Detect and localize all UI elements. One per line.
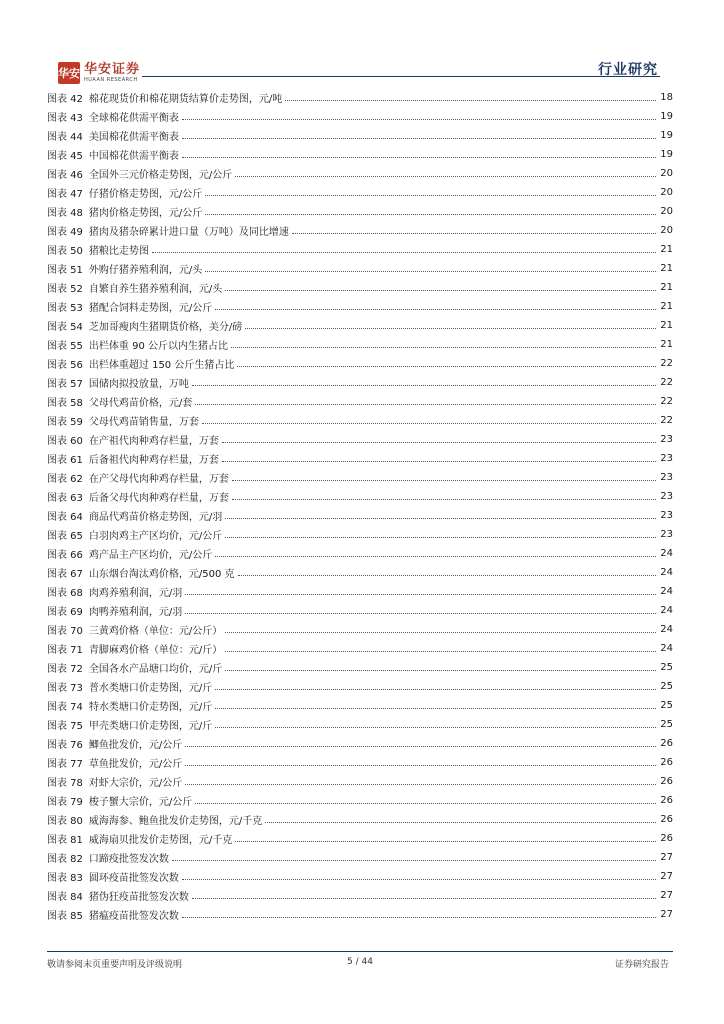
toc-leader-dots (215, 689, 656, 690)
toc-entry[interactable] (47, 297, 673, 316)
toc-entry[interactable] (47, 354, 673, 373)
toc-leader-dots (222, 461, 656, 462)
toc-entry[interactable] (47, 905, 673, 924)
toc-entry-page: 24 (660, 605, 673, 616)
toc-entry[interactable] (47, 582, 673, 601)
toc-entry-title: 商品代鸡苗价格走势图，元/羽 (88, 512, 223, 523)
logo-name-en: HUAAN RESEARCH (84, 77, 138, 83)
toc-entry-title: 后备父母代肉种鸡存栏量，万套 (88, 493, 229, 504)
toc-leader-dots (172, 860, 656, 861)
toc-entry-label: 图表 77 (47, 759, 83, 770)
toc-entry-label: 图表 43 (47, 113, 83, 124)
toc-leader-dots (195, 803, 656, 804)
toc-entry-label: 图表 65 (47, 531, 83, 542)
toc-entry-label: 图表 80 (47, 816, 83, 827)
toc-entry-title: 圆环疫苗批签发次数 (88, 873, 179, 884)
toc-leader-dots (232, 499, 656, 500)
page-footer (47, 957, 673, 971)
toc-entry[interactable] (47, 259, 673, 278)
toc-entry-page: 27 (660, 871, 673, 882)
toc-leader-dots (185, 784, 656, 785)
toc-entry-label: 图表 42 (47, 94, 83, 105)
report-type: 证券研究报告 (614, 960, 669, 970)
toc-leader-dots (195, 404, 656, 405)
toc-leader-dots (152, 252, 656, 253)
toc-entry-title: 外购仔猪养殖利润，元/头 (88, 265, 203, 276)
toc-entry-title: 猪伪狂疫苗批签发次数 (88, 892, 189, 903)
toc-entry-title: 棉花现货价和棉花期货结算价走势图，元/吨 (88, 94, 283, 105)
toc-leader-dots (215, 727, 656, 728)
toc-entry-label: 图表 71 (47, 645, 83, 656)
toc-leader-dots (205, 214, 656, 215)
toc-entry-page: 26 (660, 738, 673, 749)
header-divider (142, 76, 660, 77)
toc-leader-dots (225, 290, 656, 291)
toc-entry-label: 图表 66 (47, 550, 83, 561)
toc-entry-title: 鸡产品主产区均价，元/公斤 (88, 550, 213, 561)
toc-leader-dots (182, 138, 656, 139)
toc-entry[interactable] (47, 848, 673, 867)
toc-leader-dots (225, 518, 656, 519)
toc-entry-title: 仔猪价格走势图，元/公斤 (88, 189, 203, 200)
toc-entry[interactable] (47, 373, 673, 392)
toc-entry-page: 24 (660, 586, 673, 597)
toc-entry-title: 出栏体重 90 公斤以内生猪占比 (88, 341, 228, 352)
toc-entry-label: 图表 84 (47, 892, 83, 903)
toc-entry-label: 图表 49 (47, 227, 83, 238)
toc-entry[interactable] (47, 886, 673, 905)
toc-entry-label: 图表 85 (47, 911, 83, 922)
toc-entry[interactable] (47, 487, 673, 506)
toc-entry-page: 21 (660, 320, 673, 331)
toc-entry-label: 图表 62 (47, 474, 83, 485)
table-of-figures (47, 88, 673, 924)
toc-entry[interactable] (47, 316, 673, 335)
toc-entry[interactable] (47, 791, 673, 810)
toc-entry-title: 口蹄疫批签发次数 (88, 854, 169, 865)
toc-leader-dots (235, 176, 656, 177)
toc-entry[interactable] (47, 734, 673, 753)
toc-entry-page: 23 (660, 453, 673, 464)
toc-entry[interactable] (47, 658, 673, 677)
toc-entry-page: 26 (660, 814, 673, 825)
toc-entry-label: 图表 44 (47, 132, 83, 143)
company-logo (58, 62, 140, 84)
toc-entry[interactable] (47, 107, 673, 126)
toc-entry[interactable] (47, 639, 673, 658)
toc-entry[interactable] (47, 525, 673, 544)
toc-entry-label: 图表 70 (47, 626, 83, 637)
toc-leader-dots (225, 632, 656, 633)
toc-leader-dots (182, 879, 656, 880)
toc-entry-label: 图表 48 (47, 208, 83, 219)
toc-entry-title: 全国外三元价格走势图，元/公斤 (88, 170, 233, 181)
toc-entry-label: 图表 60 (47, 436, 83, 447)
toc-entry-title: 特水类塘口价走势图，元/斤 (88, 702, 213, 713)
toc-entry-label: 图表 63 (47, 493, 83, 504)
toc-entry-title: 芝加哥瘦肉生猪期货价格，美分/磅 (88, 322, 243, 333)
toc-leader-dots (182, 917, 656, 918)
toc-entry[interactable] (47, 145, 673, 164)
toc-leader-dots (185, 765, 656, 766)
toc-entry[interactable] (47, 183, 673, 202)
toc-entry-label: 图表 53 (47, 303, 83, 314)
toc-entry-title: 全国各水产品塘口均价，元/斤 (88, 664, 223, 675)
toc-leader-dots (245, 328, 656, 329)
toc-entry-page: 24 (660, 548, 673, 559)
toc-entry[interactable] (47, 696, 673, 715)
toc-entry[interactable] (47, 335, 673, 354)
toc-entry-page: 27 (660, 890, 673, 901)
toc-leader-dots (182, 119, 656, 120)
toc-entry-label: 图表 82 (47, 854, 83, 865)
toc-entry[interactable] (47, 810, 673, 829)
toc-entry-page: 24 (660, 624, 673, 635)
toc-leader-dots (225, 651, 656, 652)
toc-entry-page: 25 (660, 719, 673, 730)
toc-entry[interactable] (47, 411, 673, 430)
toc-leader-dots (238, 575, 656, 576)
toc-leader-dots (285, 100, 656, 101)
toc-entry-title: 威海扇贝批发价走势图，元/千克 (88, 835, 233, 846)
toc-entry[interactable] (47, 240, 673, 259)
toc-entry-page: 23 (660, 434, 673, 445)
toc-entry-title: 猪配合饲料走势图，元/公斤 (88, 303, 213, 314)
toc-entry[interactable] (47, 772, 673, 791)
toc-entry-label: 图表 69 (47, 607, 83, 618)
toc-entry-label: 图表 46 (47, 170, 83, 181)
toc-entry[interactable] (47, 563, 673, 582)
toc-entry-page: 23 (660, 529, 673, 540)
toc-entry-title: 在产父母代肉种鸡存栏量，万套 (88, 474, 229, 485)
toc-entry[interactable] (47, 392, 673, 411)
toc-entry[interactable] (47, 829, 673, 848)
toc-entry-title: 梭子蟹大宗价，元/公斤 (88, 797, 193, 808)
toc-leader-dots (192, 385, 656, 386)
toc-leader-dots (185, 613, 656, 614)
toc-entry-page: 21 (660, 301, 673, 312)
toc-leader-dots (215, 708, 656, 709)
toc-entry-page: 20 (660, 225, 673, 236)
toc-entry[interactable] (47, 677, 673, 696)
toc-entry-title: 后备祖代肉种鸡存栏量，万套 (88, 455, 219, 466)
toc-entry[interactable] (47, 867, 673, 886)
toc-leader-dots (225, 537, 656, 538)
toc-entry-label: 图表 55 (47, 341, 83, 352)
toc-leader-dots (292, 233, 656, 234)
toc-entry[interactable] (47, 601, 673, 620)
footer-divider (47, 951, 673, 952)
toc-entry-title: 美国棉花供需平衡表 (88, 132, 179, 143)
section-title: 行业研究 (598, 62, 658, 78)
toc-entry-page: 22 (660, 396, 673, 407)
toc-entry[interactable] (47, 164, 673, 183)
toc-leader-dots (202, 423, 656, 424)
toc-entry-title: 猪肉及猪杂碎累计进口量（万吨）及同比增速 (88, 227, 289, 238)
footer-disclaimer: 敬请参阅末页重要声明及评级说明 (47, 960, 183, 970)
toc-entry-page: 22 (660, 358, 673, 369)
toc-entry-label: 图表 45 (47, 151, 83, 162)
toc-entry-page: 23 (660, 510, 673, 521)
toc-entry-page: 26 (660, 795, 673, 806)
toc-entry-title: 威海海参、鲍鱼批发价走势图，元/千克 (88, 816, 263, 827)
toc-leader-dots (215, 556, 656, 557)
toc-entry-page: 20 (660, 187, 673, 198)
toc-entry[interactable] (47, 449, 673, 468)
toc-entry-page: 25 (660, 681, 673, 692)
toc-entry-title: 普水类塘口价走势图，元/斤 (88, 683, 213, 694)
toc-leader-dots (222, 442, 656, 443)
toc-entry-label: 图表 57 (47, 379, 83, 390)
toc-entry-page: 19 (660, 130, 673, 141)
toc-entry-title: 猪瘟疫苗批签发次数 (88, 911, 179, 922)
toc-entry-label: 图表 83 (47, 873, 83, 884)
page-header (0, 0, 724, 90)
toc-entry-page: 27 (660, 852, 673, 863)
toc-entry-title: 白羽肉鸡主产区均价，元/公斤 (88, 531, 223, 542)
toc-entry-title: 甲壳类塘口价走势图，元/斤 (88, 721, 213, 732)
toc-entry-page: 25 (660, 662, 673, 673)
toc-leader-dots (215, 309, 656, 310)
toc-entry[interactable] (47, 278, 673, 297)
toc-entry-page: 26 (660, 833, 673, 844)
toc-entry-page: 21 (660, 244, 673, 255)
toc-entry[interactable] (47, 430, 673, 449)
toc-leader-dots (192, 898, 656, 899)
toc-leader-dots (205, 195, 656, 196)
toc-entry-label: 图表 67 (47, 569, 83, 580)
toc-entry-title: 父母代鸡苗销售量，万套 (88, 417, 199, 428)
toc-entry-label: 图表 68 (47, 588, 83, 599)
toc-entry-title: 父母代鸡苗价格，元/套 (88, 398, 193, 409)
toc-entry-title: 自繁自养生猪养殖利润，元/头 (88, 284, 223, 295)
toc-entry-label: 图表 81 (47, 835, 83, 846)
toc-entry-title: 对虾大宗价，元/公斤 (88, 778, 183, 789)
toc-leader-dots (235, 841, 656, 842)
toc-entry-page: 20 (660, 168, 673, 179)
toc-entry-label: 图表 50 (47, 246, 83, 257)
toc-entry-label: 图表 54 (47, 322, 83, 333)
toc-entry-label: 图表 47 (47, 189, 83, 200)
toc-entry-label: 图表 56 (47, 360, 83, 371)
toc-entry[interactable] (47, 715, 673, 734)
toc-entry[interactable] (47, 753, 673, 772)
toc-entry-page: 22 (660, 415, 673, 426)
toc-entry[interactable] (47, 88, 673, 107)
toc-entry-title: 三黄鸡价格（单位：元/公斤） (88, 626, 223, 637)
toc-entry-label: 图表 73 (47, 683, 83, 694)
toc-entry-page: 20 (660, 206, 673, 217)
toc-entry-page: 18 (660, 92, 673, 103)
toc-entry-page: 23 (660, 491, 673, 502)
toc-leader-dots (185, 594, 656, 595)
toc-entry[interactable] (47, 468, 673, 487)
toc-entry-title: 青脚麻鸡价格（单位：元/斤） (88, 645, 223, 656)
toc-leader-dots (232, 480, 656, 481)
toc-entry-page: 22 (660, 377, 673, 388)
toc-entry-label: 图表 64 (47, 512, 83, 523)
toc-leader-dots (225, 670, 656, 671)
toc-leader-dots (182, 157, 656, 158)
toc-entry-label: 图表 58 (47, 398, 83, 409)
toc-leader-dots (205, 271, 656, 272)
toc-entry-label: 图表 72 (47, 664, 83, 675)
toc-entry-title: 鲫鱼批发价，元/公斤 (88, 740, 183, 751)
toc-entry-label: 图表 59 (47, 417, 83, 428)
logo-seal-icon: 华安 (58, 62, 80, 84)
toc-entry-title: 山东烟台淘汰鸡价格，元/500 克 (88, 569, 235, 580)
toc-entry-title: 国储肉拟投放量，万吨 (88, 379, 189, 390)
toc-leader-dots (231, 347, 656, 348)
toc-entry-page: 24 (660, 567, 673, 578)
toc-entry[interactable] (47, 544, 673, 563)
toc-entry[interactable] (47, 620, 673, 639)
toc-entry-title: 中国棉花供需平衡表 (88, 151, 179, 162)
toc-entry-label: 图表 79 (47, 797, 83, 808)
toc-entry-label: 图表 74 (47, 702, 83, 713)
toc-entry-title: 草鱼批发价，元/公斤 (88, 759, 183, 770)
toc-entry[interactable] (47, 126, 673, 145)
toc-entry-page: 25 (660, 700, 673, 711)
toc-entry-page: 23 (660, 472, 673, 483)
toc-leader-dots (185, 746, 656, 747)
toc-entry-title: 全球棉花供需平衡表 (88, 113, 179, 124)
toc-entry[interactable] (47, 221, 673, 240)
toc-entry-page: 26 (660, 776, 673, 787)
toc-entry-title: 出栏体重超过 150 公斤生猪占比 (88, 360, 235, 371)
toc-leader-dots (265, 822, 656, 823)
toc-entry-label: 图表 75 (47, 721, 83, 732)
toc-entry-label: 图表 52 (47, 284, 83, 295)
toc-entry-label: 图表 61 (47, 455, 83, 466)
toc-entry[interactable] (47, 506, 673, 525)
toc-entry-page: 21 (660, 282, 673, 293)
toc-entry-label: 图表 78 (47, 778, 83, 789)
toc-entry-title: 猪肉价格走势图，元/公斤 (88, 208, 203, 219)
toc-entry-label: 图表 51 (47, 265, 83, 276)
toc-entry-title: 肉鸭养殖利润，元/羽 (88, 607, 183, 618)
toc-entry-page: 21 (660, 263, 673, 274)
toc-leader-dots (237, 366, 656, 367)
page-indicator: 5 / 44 (347, 957, 373, 967)
toc-entry-title: 肉鸡养殖利润，元/羽 (88, 588, 183, 599)
toc-entry-page: 26 (660, 757, 673, 768)
toc-entry-label: 图表 76 (47, 740, 83, 751)
logo-name-cn: 华安证券 (84, 62, 141, 77)
toc-entry-page: 21 (660, 339, 673, 350)
toc-entry[interactable] (47, 202, 673, 221)
toc-entry-title: 猪粮比走势图 (88, 246, 149, 257)
toc-entry-page: 19 (660, 111, 673, 122)
toc-entry-page: 19 (660, 149, 673, 160)
toc-entry-page: 27 (660, 909, 673, 920)
toc-entry-title: 在产祖代肉种鸡存栏量，万套 (88, 436, 219, 447)
toc-entry-page: 24 (660, 643, 673, 654)
